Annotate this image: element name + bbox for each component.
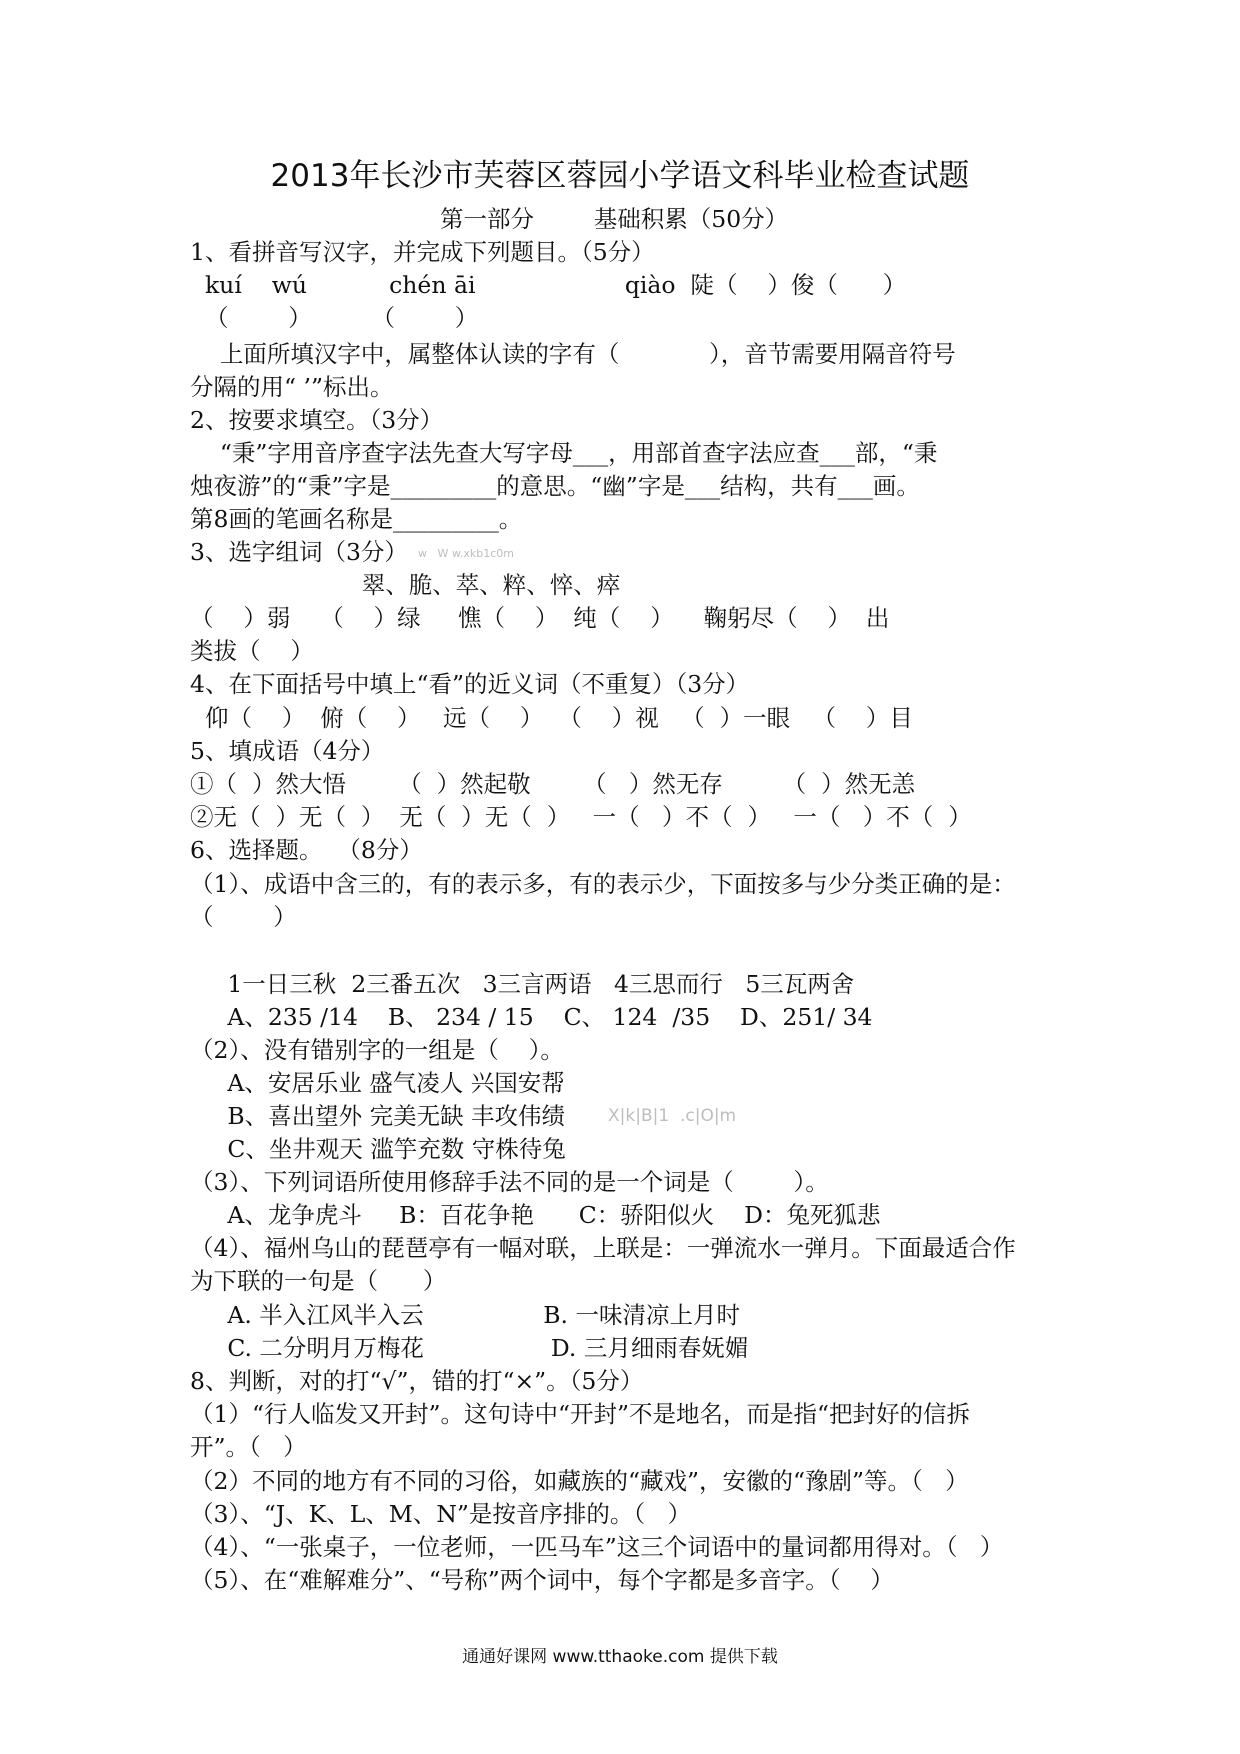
q2-text-line-3: 第8画的笔画名称是_________。 [190, 505, 523, 533]
q5-line-1: ①（ ）然大悟 （ ）然起敬 （ ）然无存 （ ）然无恙 [190, 770, 916, 798]
q3-heading: 3、选字组词（3分） [190, 538, 408, 566]
q1-text-line-2: 分隔的用“ ’”标出。 [190, 373, 394, 401]
q3-chars-line: 翠、脆、萃、粹、悴、瘁 [190, 571, 621, 599]
q1-heading: 1、看拼音写汉字，并完成下列题目。（5分） [190, 238, 655, 266]
q2-text-line-2: 烛夜游”的“秉”字是_________的意思。“幽”字是___结构，共有___画。 [190, 472, 920, 500]
q2-text-line-1: “秉”字用音序查字法先查大写字母___，用部首查字法应查___部，“秉 [190, 439, 938, 467]
q6-3-options: A、龙争虎斗 B：百花争艳 C：骄阳似火 D：兔死狐悲 [190, 1201, 881, 1229]
q6-1-idioms: 1一日三秋 2三番五次 3三言两语 4三思而行 5三瓦两舍 [190, 970, 855, 998]
q5-heading: 5、填成语（4分） [190, 737, 385, 765]
watermark-2: X|k|B|1 .c|O|m [608, 1106, 737, 1126]
q6-1-line-2: （ ） [190, 903, 297, 931]
q6-1-options: A、235 /14 B、 234 / 15 C、 124 /35 D、251/ 34 [190, 1003, 873, 1031]
q3-blanks-line-2: 类拔（ ） [190, 637, 314, 665]
q8-1-line-1: （1）“行人临发又开封”。这句诗中“开封”不是地名，而是指“把封好的信拆 [190, 1400, 971, 1428]
q6-2-option-c: C、坐井观天 滥竽充数 守株待兔 [190, 1135, 566, 1163]
q8-3-line: （3）、“J、K、L、M、N”是按音序排的。（ ） [190, 1500, 692, 1528]
watermark-1: w W w.xkb1c0m [418, 547, 514, 560]
q8-2-line: （2）不同的地方有不同的习俗，如藏族的“藏戏”，安徽的“豫剧”等。（ ） [190, 1467, 969, 1495]
q2-heading: 2、按要求填空。（3分） [190, 406, 444, 434]
q4-blanks-line: 仰（ ） 俯（ ） 远（ ） （ ）视 （ ）一眼 （ ）目 [190, 704, 913, 732]
q3-blanks-line-1: （ ）弱 （ ）绿 憔（ ） 纯（ ） 鞠躬尽（ ） 出 [190, 604, 890, 632]
page-footer: 通通好课网 www.tthaoke.com 提供下载 [462, 1647, 778, 1667]
q6-4-options-cd: C. 二分明月万梅花 D. 三月细雨春妩媚 [190, 1334, 749, 1362]
section-heading: 第一部分 基础积累（50分） [440, 205, 789, 233]
q6-4-options-ab: A. 半入江风半入云 B. 一味清凉上月时 [190, 1301, 740, 1329]
q1-text-line-1: 上面所填汉字中，属整体认读的字有（ ），音节需要用隔音符号 [190, 340, 956, 368]
q6-1-line-1: （1）、成语中含三的，有的表示多，有的表示少，下面按多与少分类正确的是： [190, 870, 1016, 898]
q6-4-line-2: 为下联的一句是（ ） [190, 1267, 447, 1295]
q1-pinyin-line: kuí wú chén āi qiào 陡（ ）俊（ ） [190, 271, 907, 299]
q8-5-line: （5）、在“难解难分”、“号称”两个词中，每个字都是多音字。（ ） [190, 1566, 894, 1594]
q8-heading: 8、判断，对的打“√”，错的打“×”。（5分） [190, 1367, 644, 1395]
q6-3-heading: （3）、下列词语所使用修辞手法不同的是一个词是（ ）。 [190, 1168, 829, 1196]
q8-1-line-2: 开”。（ ） [190, 1433, 307, 1461]
q6-2-option-a: A、安居乐业 盛气凌人 兴国安帮 [190, 1069, 565, 1097]
exam-title: 2013年长沙市芙蓉区蓉园小学语文科毕业检查试题 [270, 158, 970, 194]
q8-4-line: （4）、“一张桌子，一位老师，一匹马车”这三个词语中的量词都用得对。（ ） [190, 1533, 1004, 1561]
q6-heading: 6、选择题。 （8分） [190, 836, 423, 864]
q6-2-option-b: B、喜出望外 完美无缺 丰攻伟绩 [190, 1102, 566, 1130]
q5-line-2: ②无（ ）无（ ） 无（ ）无（ ） 一（ ）不（ ） 一（ ）不（ ） [190, 803, 972, 831]
q6-4-line-1: （4）、福州乌山的琵琶亭有一幅对联，上联是：一弹流水一弹月。下面最适合作 [190, 1234, 1016, 1262]
q6-2-heading: （2）、没有错别字的一组是（ ）。 [190, 1036, 564, 1064]
q4-heading: 4、在下面括号中填上“看”的近义词（不重复）（3分） [190, 670, 750, 698]
q1-blanks-line: （ ） （ ） [190, 304, 479, 332]
